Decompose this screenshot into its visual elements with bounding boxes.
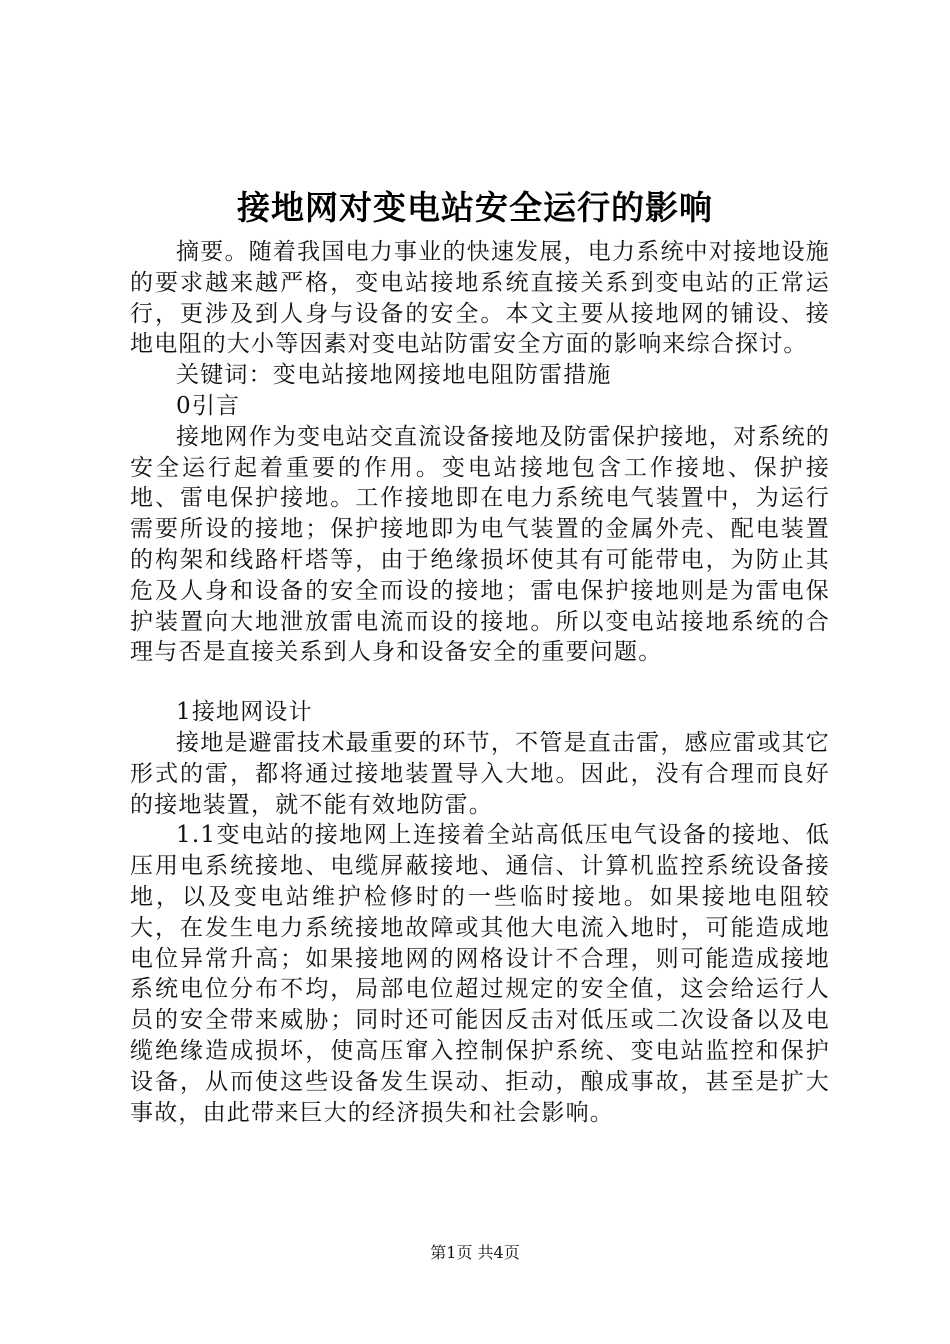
section-heading-introduction: 0引言	[176, 392, 241, 419]
abstract-paragraph: 摘要。随着我国电力事业的快速发展，电力系统中对接地设施的要求越来越严格，变电站接地系统直接关系到变电站的正常运行，更涉及到人身与设备的安全。本文主要从接地网的铺设、接地电阻的大小等因素对变电站防雷安全方面的影响来综合探讨。	[130, 239, 830, 358]
subsection-1-1-paragraph: 1.1变电站的接地网上连接着全站高低压电气设备的接地、低压用电系统接地、电缆屏蔽接地、通信、计算机监控系统设备接地，以及变电站维护检修时的一些临时接地。如果接地电阻较大，在发生电力系统接地故障或其他大电流入地时，可能造成地电位异常升高；如果接地网的网格设计不合理，则可能造成接地系统电位分布不均，局部电位超过规定的安全值，这会给运行人员的安全带来威胁；同时还可能因反击对低压或二次设备以及电缆绝缘造成损坏，使高压窜入控制保护系统、变电站监控和保护设备，从而使这些设备发生误动、拒动，酿成事故，甚至是扩大事故，由此带来巨大的经济损失和社会影响。	[130, 822, 830, 1126]
introduction-paragraph: 接地网作为变电站交直流设备接地及防雷保护接地，对系统的安全运行起着重要的作用。变电站接地包含工作接地、保护接地、雷电保护接地。工作接地即在电力系统电气装置中，为运行需要所设的接地；保护接地即为电气装置的金属外壳、配电装置的构架和线路杆塔等，由于绝缘损坏使其有可能带电，为防止其危及人身和设备的安全而设的接地；雷电保护接地则是为雷电保护装置向大地泄放雷电流而设的接地。所以变电站接地系统的合理与否是直接关系到人身和设备安全的重要问题。	[130, 423, 830, 666]
grounding-design-paragraph: 接地是避雷技术最重要的环节，不管是直击雷，感应雷或其它形式的雷，都将通过接地装置导入大地。因此，没有合理而良好的接地装置，就不能有效地防雷。	[130, 729, 830, 818]
section-heading-grounding-design: 1接地网设计	[176, 699, 313, 726]
page-footer: 第1页 共4页	[430, 1243, 520, 1262]
document-title: 接地网对变电站安全运行的影响	[237, 188, 713, 227]
keywords-paragraph: 关键词：变电站接地网接地电阻防雷措施	[176, 362, 612, 389]
document-body	[130, 237, 830, 1128]
